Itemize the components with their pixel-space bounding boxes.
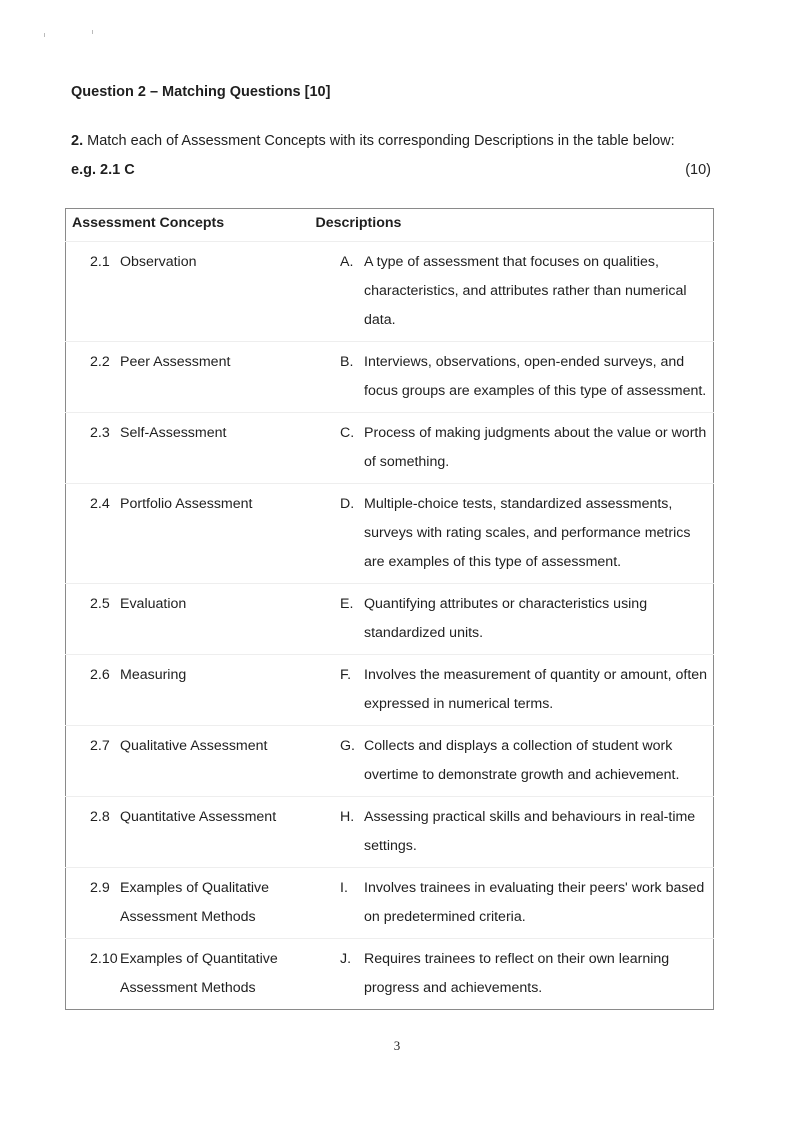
concept-cell [66, 342, 335, 413]
concept-text: Self-Assessment [120, 425, 227, 441]
concept-text: Evaluation [120, 596, 187, 612]
concept-text: Quantitative Assessment [120, 809, 277, 825]
concept-cell [66, 584, 335, 655]
description-text: Assessing practical skills and behaviours in real-time settings. [364, 809, 696, 854]
concept-cell [66, 655, 335, 726]
concept-number: 2.3 [90, 425, 110, 441]
table-header-row [66, 209, 714, 242]
table-row [66, 939, 714, 1010]
table-row [66, 342, 714, 413]
description-cell [334, 797, 714, 868]
table-body [66, 242, 714, 1010]
description-letter: G. [340, 738, 355, 754]
matching-table [65, 208, 714, 1010]
concept-cell [66, 797, 335, 868]
table-row [66, 868, 714, 939]
description-text: Quantifying attributes or characteristics using standardized units. [364, 596, 648, 641]
page-number: 3 [393, 1038, 401, 1053]
description-letter: B. [340, 354, 354, 370]
description-cell [334, 655, 714, 726]
concept-cell [66, 726, 335, 797]
table-row [66, 655, 714, 726]
description-cell [334, 242, 714, 342]
example-answer: e.g. 2.1 C [71, 162, 135, 178]
concept-cell [66, 242, 335, 342]
marks-total: (10) [685, 162, 711, 178]
scan-mark [44, 33, 45, 37]
description-text: Requires trainees to reflect on their own learning progress and achievements. [364, 951, 670, 996]
description-cell [334, 413, 714, 484]
table-row [66, 726, 714, 797]
description-letter: E. [340, 596, 354, 612]
concept-text: Measuring [120, 667, 187, 683]
concept-number: 2.9 [90, 880, 110, 896]
concept-text: Qualitative Assessment [120, 738, 268, 754]
description-text: Interviews, observations, open-ended surveys, and focus groups are examples of this type of assessment. [364, 354, 707, 399]
concept-number: 2.6 [90, 667, 110, 683]
header-concepts: Assessment Concepts [72, 215, 225, 231]
scan-mark [92, 30, 93, 34]
description-letter: H. [340, 809, 355, 825]
description-cell [334, 939, 714, 1010]
concept-number: 2.5 [90, 596, 110, 612]
description-cell [334, 484, 714, 584]
concept-text: Observation [120, 254, 197, 270]
concept-cell [66, 939, 335, 1010]
description-text: A type of assessment that focuses on qualities, characteristics, and attributes rather than numerical data. [364, 254, 687, 328]
description-letter: I. [340, 880, 348, 896]
concept-number: 2.7 [90, 738, 110, 754]
description-letter: A. [340, 254, 354, 270]
instruction-text: Match each of Assessment Concepts with its corresponding Descriptions in the table below: [87, 133, 675, 149]
concept-text: Portfolio Assessment [120, 496, 253, 512]
question-instruction [71, 133, 675, 149]
table-row [66, 584, 714, 655]
description-cell [334, 726, 714, 797]
concept-text: Peer Assessment [120, 354, 231, 370]
description-cell [334, 342, 714, 413]
table-row [66, 484, 714, 584]
concept-number: 2.2 [90, 354, 110, 370]
concept-number: 2.4 [90, 496, 110, 512]
header-descriptions: Descriptions [315, 215, 402, 231]
description-text: Multiple-choice tests, standardized assessments, surveys with rating scales, and performance metrics are examples of this type of assessment. [364, 496, 691, 570]
description-letter: F. [340, 667, 352, 683]
description-text: Process of making judgments about the value or worth of something. [364, 425, 707, 470]
description-cell [334, 868, 714, 939]
description-letter: J. [340, 951, 352, 967]
concept-cell [66, 868, 335, 939]
concept-text: Examples of Quantitative Assessment Methods [120, 951, 278, 996]
concept-number: 2.10 [90, 951, 118, 967]
description-text: Involves trainees in evaluating their peers' work based on predetermined criteria. [364, 880, 705, 925]
concept-number: 2.1 [90, 254, 110, 270]
concept-number: 2.8 [90, 809, 110, 825]
description-letter: D. [340, 496, 355, 512]
table-row [66, 797, 714, 868]
description-text: Involves the measurement of quantity or amount, often expressed in numerical terms. [364, 667, 708, 712]
table-row [66, 242, 714, 342]
concept-text: Examples of Qualitative Assessment Methods [120, 880, 270, 925]
question-heading: Question 2 – Matching Questions [10] [71, 84, 331, 100]
instruction-number: 2. [71, 133, 84, 149]
concept-cell [66, 484, 335, 584]
description-text: Collects and displays a collection of student work overtime to demonstrate growth and achievement. [364, 738, 680, 783]
table-row [66, 413, 714, 484]
concept-cell [66, 413, 335, 484]
description-letter: C. [340, 425, 355, 441]
description-cell [334, 584, 714, 655]
